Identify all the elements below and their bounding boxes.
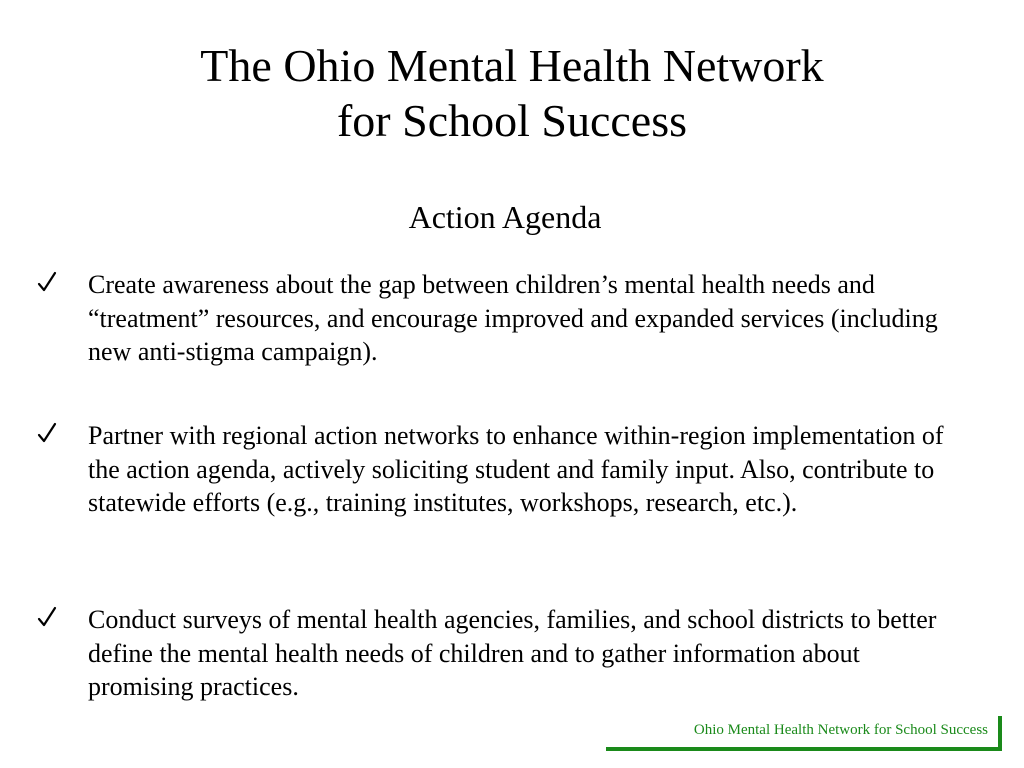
slide-title bbox=[0, 38, 1024, 148]
check-icon bbox=[37, 421, 57, 445]
footer-frame bbox=[606, 716, 1002, 751]
title-line-1: The Ohio Mental Health Network bbox=[200, 40, 824, 91]
footer-text: Ohio Mental Health Network for School Success bbox=[693, 722, 988, 738]
check-icon bbox=[37, 605, 57, 629]
check-icon bbox=[37, 270, 57, 294]
slide-subtitle: Action Agenda bbox=[408, 199, 602, 235]
title-line-2: for School Success bbox=[336, 95, 688, 146]
agenda-item-text: Conduct surveys of mental health agencies, families, and school districts to better define the mental health needs of children and to gather information about promising practices. bbox=[88, 605, 937, 701]
agenda-item-text: Create awareness about the gap between children’s mental health needs and “treatment” resources, and encourage improved and expanded services (including new anti-stigma campaign). bbox=[88, 270, 938, 366]
agenda-item-text: Partner with regional action networks to enhance within-region implementation of the action agenda, actively soliciting student and family input. Also, contribute to statewide efforts (e.g., training institutes, workshops, research, etc.). bbox=[88, 421, 944, 517]
